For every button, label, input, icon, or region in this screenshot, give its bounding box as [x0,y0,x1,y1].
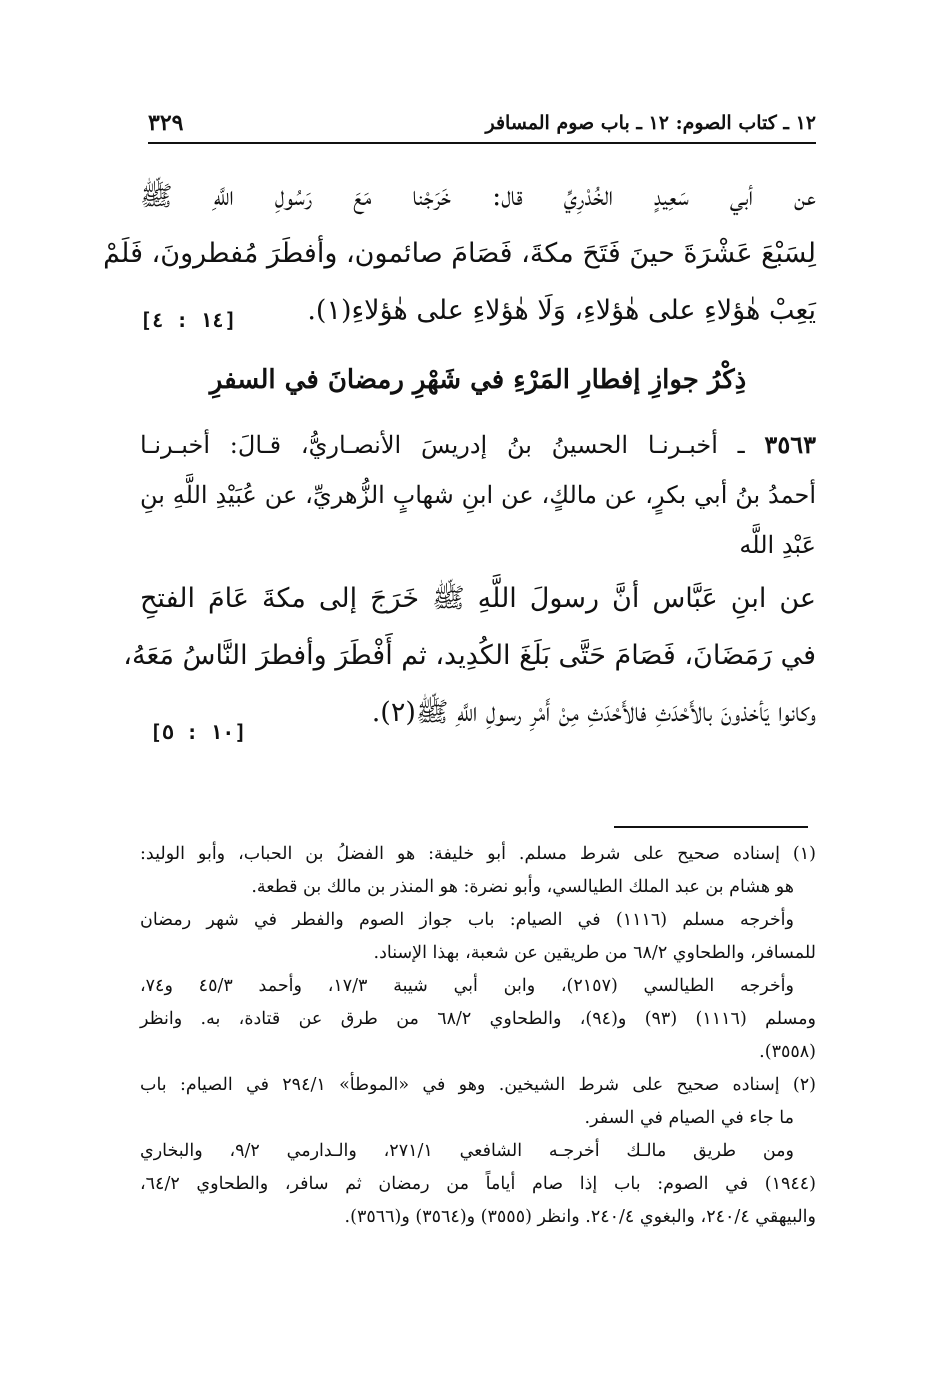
hadith-2-line: عن ابنِ عَبَّاس أنَّ رسولَ اللَّهِ ﷺ خَرَجَ إلى مكةَ عَامَ الفتحِ [140,583,816,614]
hadith-2-text [123,570,816,741]
footnote-divider [614,826,808,828]
running-title: ١٢ ـ كتاب الصوم: ١٢ ـ باب صوم المسافر [485,112,816,134]
hadith-1-line: يَعِبْ هٰؤلاءِ على هٰؤلاءِ، وَلَا هٰؤلاءِ على هٰؤلاءِ(١). [307,295,816,326]
page-number: ٣٢٩ [148,110,184,136]
footnote-1-line: (١) إسناده صحيح على شرط مسلم. أبو خليفة: هو الفضلُ بن الحباب، وأبو الوليد: [140,844,816,864]
hadith-2-line: وكانوا يَأخذونَ بالأَحْدَثِ فالأَحْدَثِ مِنْ أَمْرِ رسولِ اللَّهِ ﷺ(٢). [371,697,816,728]
isnad-line-text: ـ أخبـرنـا الحسينُ بنُ إدريسَ الأنصـاريُّ، قـالَ: أخبـرنـا [140,431,745,459]
footnote-1-line: (٣٥٥٨). [759,1042,816,1062]
footnote-2-line: ومن طريق مالـك أخرجـه الشافعي ٢٧١/١، والـدارمي ٩/٢، والبخاري [140,1141,794,1161]
hadith-2-line: في رَمَضَانَ، فَصَامَ حَتَّى بَلَغَ الكُدِيد، ثم أَفْطَرَ وأفطرَ النَّاسُ مَعَهُ، [123,640,816,671]
hadith-2-reference: [١٠ : ٥] [150,720,247,744]
footnote-2-line: (٢) إسناده صحيح على شرط الشيخين. وهو في «الموطأ» ٢٩٤/١ في الصيام: باب [140,1075,816,1095]
footnotes [140,838,816,1234]
footnote-1-line: وأخرجه مسلم (١١١٦) في الصيام: باب جواز الصوم والفطر في شهر رمضان [140,910,794,930]
footnote-1-line: وأخرجه الطيالسي (٢١٥٧)، وابن أبي شيبة ١٧/٣، وأحمد ٤٥/٣ و٧٤، [140,976,794,996]
hadith-1-text [103,168,816,339]
hadith-1-line: عن أبي سَعِيدٍ الخُدْرِيِّ قال: خَرَجْنا مَعَ رَسُولِ اللَّهِ ﷺ [140,181,816,212]
isnad-line: أحمدُ بنُ أبي بكرٍ، عن مالكٍ، عن ابنِ شهابٍ الزُّهريِّ، عن عُبَيْدِ اللَّهِ بنِ [140,481,816,509]
isnad-3563 [140,420,816,570]
isnad-line: عَبْدِ اللَّه [739,531,816,559]
hadith-1-line: لِسَبْعَ عَشْرَةَ حينَ فَتَحَ مكةَ، فَصَامَ صائمون، وأفطَرَ مُفطرونَ، فَلَمْ [103,238,816,269]
page-header [148,104,816,144]
hadith-1-reference: [١٤ : ٤] [140,308,237,332]
footnote-1-line: ومسلم (١١١٦) (٩٣) و(٩٤)، والطحاوي ٦٨/٢ من طرق عن قتادة، به. وانظر [140,1009,816,1029]
section-heading: ذِكْرُ جوازِ إفطارِ المَرْءِ في شَهْرِ رمضانَ في السفرِ [209,365,747,395]
isnad-line [140,420,816,470]
hadith-number: ٣٥٦٣ [764,430,816,459]
footnote-2-line: (١٩٤٤) في الصوم: باب إذا صام أياماً من رمضان ثم سافر، والطحاوي ٦٤/٢، [140,1174,816,1194]
footnote-1-line: للمسافر، والطحاوي ٦٨/٢ من طريقين عن شعبة، بهذا الإسناد. [373,943,816,963]
footnote-2-line: ما جاء في الصيام في السفر. [584,1108,794,1128]
footnote-1-line: هو هشام بن عبد الملك الطيالسي، وأبو نضرة: هو المنذر بن مالك بن قطعة. [251,877,794,897]
footnote-2-line: والبيهقي ٢٤٠/٤، والبغوي ٢٤٠/٤. وانظر (٣٥٥٥) و(٣٥٦٤) و(٣٥٦٦). [344,1207,816,1227]
